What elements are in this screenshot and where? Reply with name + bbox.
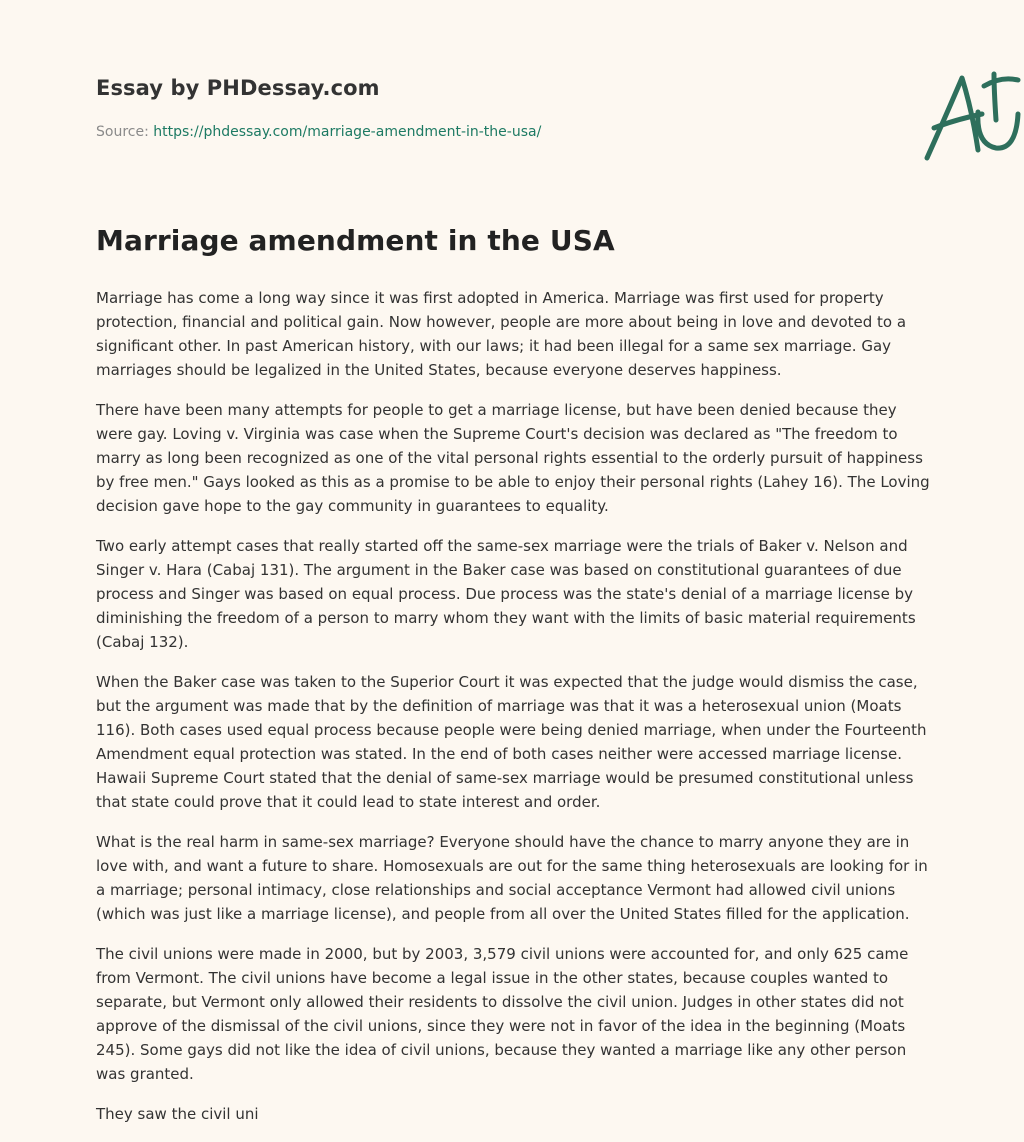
brand-title: Essay by PHDessay.com — [96, 76, 380, 100]
paragraph: The civil unions were made in 2000, but by 2003, 3,579 civil unions were accounted for, and only 625 came from Vermont. The civil unions have become a legal issue in the other states, because couples wanted to separate, but Vermont only allowed their residents to dissolve the civil union. Judges in other states did not approve of the dismissal of the civil unions, since they were not in favor of the idea in the beginning (Moats 245). Some gays did not like the idea of civil unions, because they wanted a marriage like any other person was granted. — [96, 945, 909, 1083]
source-link[interactable]: https://phdessay.com/marriage-amendment-in-the-usa/ — [153, 124, 542, 140]
source-line — [96, 124, 541, 140]
paragraph: What is the real harm in same-sex marriage? Everyone should have the chance to marry anyone they are in love with, and want a future to share. Homosexuals are out for the same thing heterosexuals are looking for in a marriage; personal intimacy, close relationships and social acceptance Vermont had allowed civil unions (which was just like a marriage license), and people from all over the United States filled for the application. — [96, 833, 928, 923]
a-plus-logo-icon — [922, 68, 1022, 164]
source-label: Source: — [96, 124, 149, 140]
paragraph: There have been many attempts for people to get a marriage license, but have been denied because they were gay. Loving v. Virginia was case when the Supreme Court's decision was declared as "The freedom to marry as long been recognized as one of the vital personal rights essential to the orderly pursuit of happiness by free men." Gays looked as this as a promise to be able to enjoy their personal rights (Lahey 16). The Loving decision gave hope to the gay community in guarantees to equality. — [96, 401, 930, 515]
paragraph: When the Baker case was taken to the Superior Court it was expected that the judge would dismiss the case, but the argument was made that by the definition of marriage was that it was a heterosexual union (Moats 116). Both cases used equal process because people were being denied marriage, when under the Fourteenth Amendment equal protection was stated. In the end of both cases neither were accessed marriage license. Hawaii Supreme Court stated that the denial of same-sex marriage would be presumed constitutional unless that state could prove that it could lead to state interest and order. — [96, 673, 927, 811]
paragraph: Two early attempt cases that really started off the same-sex marriage were the trials of Baker v. Nelson and Singer v. Hara (Cabaj 131). The argument in the Baker case was based on constitutional guarantees of due process and Singer was based on equal process. Due process was the state's denial of a marriage license by diminishing the freedom of a person to marry whom they want with the limits of basic material requirements (Cabaj 132). — [96, 537, 916, 651]
article-body — [96, 286, 932, 1142]
paragraph: Marriage has come a long way since it was first adopted in America. Marriage was first used for property protection, financial and political gain. Now however, people are more about being in love and devoted to a significant other. In past American history, with our laws; it had been illegal for a same sex marriage. Gay marriages should be legalized in the United States, because everyone deserves happiness. — [96, 289, 907, 379]
article-title: Marriage amendment in the USA — [96, 224, 615, 257]
paragraph: They saw the civil uni — [96, 1105, 259, 1123]
